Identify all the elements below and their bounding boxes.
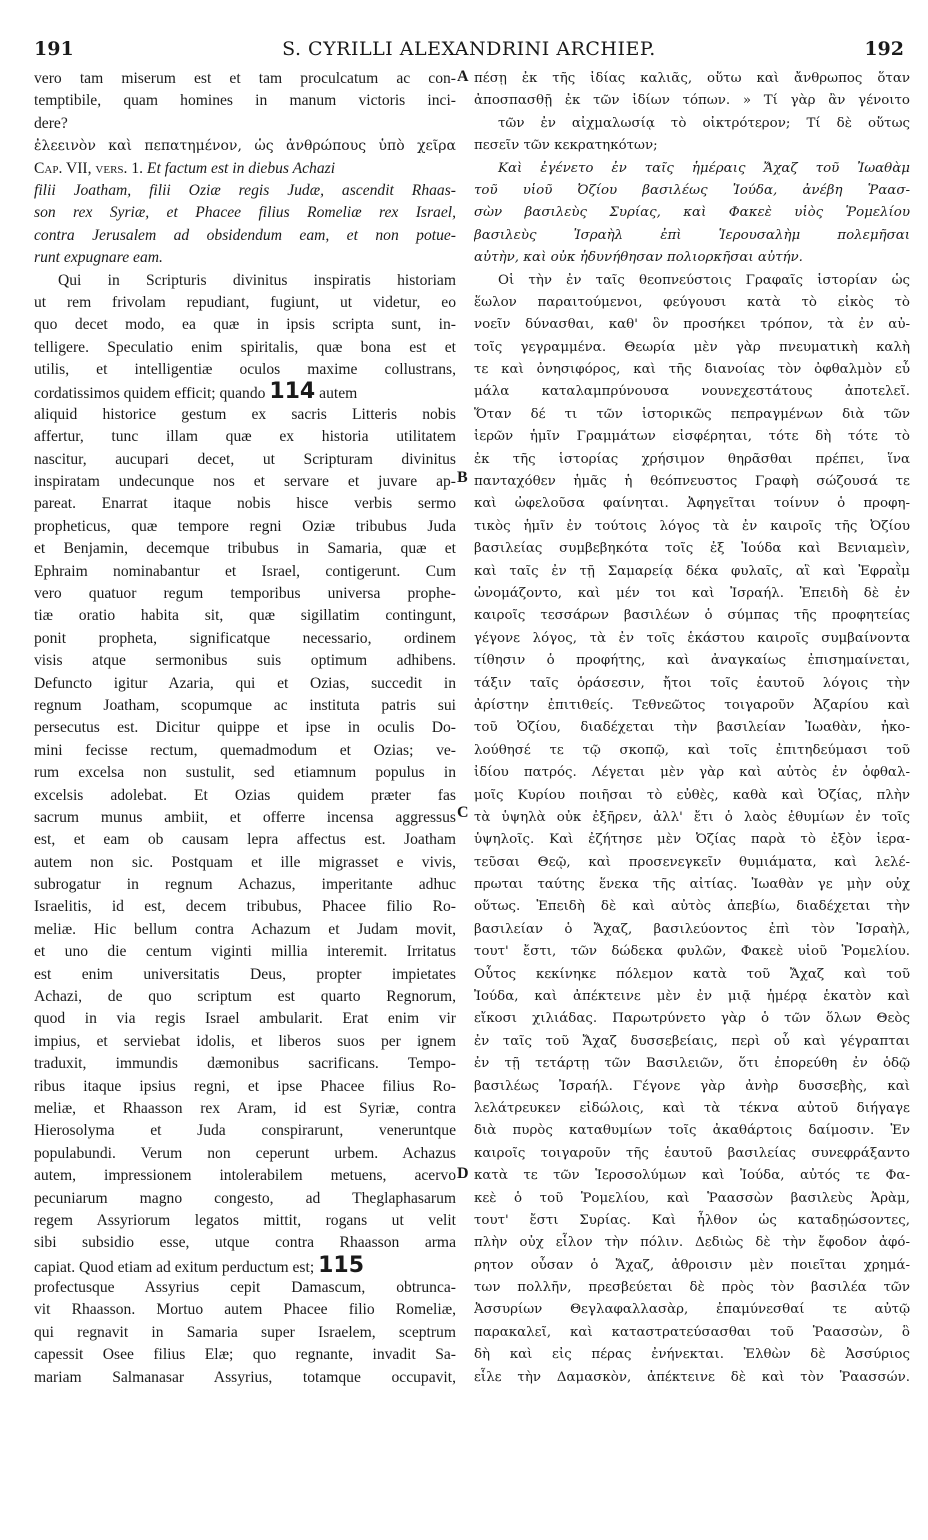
text-line: πλὴν οὐχ εἷλον τὴν πόλιν. Δεδιὼς δὲ τὴν ἔφοδον ἀφό- [474,1235,910,1251]
text-line: Qui in Scripturis divinitus inspiratis historiam [58,271,456,289]
text-line: regem Assyriorum legatos mittit, rogans ut velit [34,1211,456,1229]
latin-column [34,68,456,1389]
text-line: διὰ πυρὸς καταθυμίων τοῖς ἀκαθάρτοις δαίμοσιν. Ἐν [474,1123,910,1139]
page-number-left: 191 [34,38,74,60]
text-line: inspiratam undecunque nos et servare et juvare ap- [34,473,456,491]
text-line: temptibile, quam homines in manum victoris inci- [34,92,456,110]
verse-heading [34,158,456,180]
text-line: καὶ ὠφελοῦσα φαίνηται. Ἀφηγεῖται τοίνυν ὁ προφη- [474,496,910,512]
text-line: εἷλε τὴν Δαμασκὸν, ἀπέκτεινε δὲ καὶ τὸν Ῥαασσών. [474,1369,910,1385]
text-line: καὶ ταῖς ἐν τῇ Σαμαρείᾳ δέκα φυλαῖς, αἳ καὶ Ἐφραῒμ [474,563,910,579]
text-line: aliquid historice gestum ex sacris Litteris nobis [34,405,456,423]
text-line: τουτ' ἔστι Συρίας. Καὶ ἦλθον ὡς καταδῃώσοντες, [474,1212,910,1228]
text-line: Israelitis, id est, decem tribubus, Phacee filio Ro- [34,898,456,916]
verse-text: αὐτὴν, καὶ οὐκ ἠδυνήθησαν πολιορκῆσαι αὐτήν. [474,250,803,266]
text-line: ἰδίου πατρός. Λέγεται μὲν γὰρ καὶ αὐτὸς ἐν ὀφθαλ- [474,765,910,781]
text-line: visis atque sermonibus suis optimum adhibens. [34,652,456,670]
verse-text: contra Jerusalem ad obsidendum eam, et non potue- [34,226,456,244]
text-line: populabundi. Verum non ceperunt urbem. Achazus [34,1144,456,1162]
text-line: tiæ oratio habita sit, quæ sigillatim contingunt, [34,607,456,625]
text-line: τὰ ὑψηλὰ οὐκ ἐξῆρεν, ἀλλ' ἔτι ὁ λαὸς ἐθυμίων ἐν τοῖς [474,809,910,825]
text-line [34,1252,456,1278]
text-line: sacrum munus ambiit, et offerre incensa aggressus [34,808,456,826]
text-line: μάλα καταλαμπρύνουσα νουνεχεστάτους ἀποτελεῖ. [474,384,910,400]
text-line: οὕτως. Ἐπειδὴ δὲ καὶ αὐτὸς ἀπεβίω, διαδέχεται τὴν [474,899,910,915]
text-line: Ἀσσυρίων Θεγλαφαλλασὰρ, ἐπαμύνεσθαί τε αὐτῷ [474,1302,910,1318]
text-line: subrogatur in regnum Achazus, imperitante adhuc [34,876,456,894]
marginal-page-number: 115 [318,1252,365,1278]
text-line: quod in via regis Israel ambularit. Erat enim vir [34,1010,456,1028]
text-line: λούθησέ τε τῷ σκοπῷ, καὶ τοῖς ἐπιτηδεύμασι τοῦ [474,742,910,758]
text-line: meliæ, et Rhaasson rex Aram, id est Syriæ, contra [34,1099,456,1117]
text-line: affertur, tunc illam quæ ex historia utilitatem [34,428,456,446]
text-line: sibi subsidio esse, utque contra Rhaasson arma [34,1234,456,1252]
running-title: S. CYRILLI ALEXANDRINI ARCHIEP. [282,38,656,60]
page-header [34,38,904,62]
text-line: et Benjamin, decemque tribubus in Samaria, quæ et [34,540,456,558]
verse-text: Καὶ ἐγένετο ἐν ταῖς ἡμέραις Ἄχαζ τοῦ Ἰωαθὰμ [498,160,910,176]
text-line: πρωται ταύτης ἕνεκα τῆς αἰτίας. Ἰωαθὰν γε μὴν οὐχ [474,877,910,893]
text-line: ἐκ τῆς ἱστορίας χρήσιμον θηρᾶσθαι πρέπει, ἵνα [474,451,910,467]
text-line [34,381,456,403]
text-line: παρακαλεῖ, καὶ καταστρατεύσασθαι τοῦ Ῥαασσὼν, ὃ [474,1324,910,1340]
text-line: Οὗτος κεκίνηκε πόλεμον κατὰ τοῦ Ἄχαζ καὶ τοῦ [474,966,910,982]
verse-text: Et factum est in diebus Achazi [143,159,336,177]
text-line: propheticus, quæ tempore regni Oziæ tribubus Juda [34,517,456,535]
verse-text: τοῦ υἱοῦ Ὀζίου βασιλέως Ἰούδα, ἀνέβη Ῥαασ- [474,182,910,198]
text-line: ἀρίστην ἐπιτιθείς. Τεθνεῶτος τοιγαροῦν Ἀζαρίου καὶ [474,697,910,713]
text-line: τάξιν ταῖς ὁράσεσιν, ἤτοι τοῖς ἑαυτοῦ λόγοις τὴν [474,675,910,691]
text-line: τῶν ἐν αἰχμαλωσίᾳ τὸ οἰκτρότερον; Τί δὲ οὕτως [498,115,910,131]
text-line: meliæ. Hic bellum contra Achazum et Judam movit, [34,920,456,938]
text-line: τε καὶ ὀνησιφόρος, καὶ τῆς διανοίας τὸν ὀφθαλμὸν εὖ [474,362,910,378]
text-line: εἴκοσι χιλιάδας. Παρωτρύνετο γὰρ ὁ τῶν ὅλων Θεὸς [474,1011,910,1027]
text-line: ἀποσπασθῇ ἐκ τῶν ἰδίων τόπων. » Τί γὰρ ἂν γένοιτο [474,93,910,109]
text-line: rum excelsa non sustulit, sed etiamnum populus in [34,764,456,782]
text-line: γέγονε λόγος, τὰ ἐν τοῖς ἑκάστου καιροῖς συμβαίνοντα [474,630,910,646]
text-line: autem, impressionem intolerabilem metuens, acervo [34,1167,456,1185]
text-line: πανταχόθεν ἡμᾶς ἡ θεόπνευστος Γραφὴ σώζουσά τε [474,474,910,490]
text-line: regnum Joatham, scopumque ac instituta patris sui [34,696,456,714]
text-line: Ephraim nominabantur et Israel, contigerunt. Cum [34,562,456,580]
text-fragment: autem [315,385,358,403]
text-line: est enim universitatis Deus, propter impietates [34,965,456,983]
text-line: profectusque Assyrius cepit Damascum, obtrunca- [34,1279,456,1297]
text-line: et uno die centum viginti millia interemit. Irritatus [34,943,456,961]
text-line: ὠνομάζοντο, καὶ μέν τοι καὶ Ἰσραήλ. Ἐπειδὴ δὲ ἐν [474,585,910,601]
text-line: κατὰ τε τῶν Ἱεροσολύμων καὶ Ἰούδα, αὐτός τε Φα- [474,1168,910,1184]
text-line: πέσῃ ἐκ τῆς ἰδίας καλιᾶς, οὕτω καὶ ἄνθρωπος ὅταν [474,71,910,86]
text-line: ἕωλον παραιτούμενοι, φεύγουσι κατὰ τὸ εἰκὸς τὸ [474,294,910,310]
text-fragment: capiat. Quod etiam ad exitum perductum est; [34,1258,319,1276]
text-line: νοεῖν δύνασθαι, καθ' ὃν προσήκει τρόπον, τὰ ἐν αὐ- [474,317,910,333]
text-line: ponit propheta, significatque necessario, ordinem [34,629,456,647]
text-line: Ἰούδα, καὶ ἀπέκτεινε μὲν ἐν μιᾷ ἡμέρᾳ ἑκατὸν καὶ [474,989,910,1005]
text-line: βασιλείας συμβεβηκότα τοῖς ἐξ Ἰούδα καὶ Βενιαμεὶν, [474,541,910,557]
text-line: telligere. Speculatio enim spiritalis, quæ bona est et [34,338,456,356]
text-line: excelsis adolebat. Et Ozias quidem præter fas [34,786,456,804]
text-line: ribus itaque ipsius regni, et ipse Phacee filius Ro- [34,1077,456,1095]
text-line: mini fecisse rectum, quemadmodum et Ozias; ve- [34,741,456,759]
text-line: τουτ' ἔστι, τῶν δώδεκα φυλῶν, Φακεὲ υἱοῦ Ῥομελίου. [474,944,910,960]
text-line: vit Rhaasson. Mortuo autem Phacee filio Romeliæ, [34,1301,456,1319]
text-line: τίθησιν ὁ προφήτης, καὶ ἀναγκαίως ἐπισημαίνεται, [474,653,910,669]
text-line: capessit Osee filius Elæ; quo regnante, invadit Sa- [34,1346,456,1364]
text-line: ὑψηλοῖς. Καὶ ἐζήτησε μὲν Ὀζίας παρὰ τὸ ἐξὸν ἱερα- [474,832,910,848]
text-line: τοῖς γεγραμμένα. Θεωρία μὲν γὰρ πνευματικὴ καλὴ [474,339,910,355]
text-line: βασιλείαν ὁ Ἄχαζ, βασιλεύοντος ἐπὶ τὸν Ἰσραὴλ, [474,921,910,937]
text-line: ἐν τῇ τετάρτῃ τῶν Βασιλειῶν, ὅτι ἐπορεύθη ἐν ὁδῷ [474,1056,910,1072]
text-line: κεὲ ὁ τοῦ Ῥομελίου, καὶ Ῥαασσὼν βασιλεὺς Ἀρὰμ, [474,1190,910,1206]
text-line: Hierosolyma et Juda conspirarunt, veneruntque [34,1122,456,1140]
verse-text: runt expugnare eam. [34,249,163,267]
section-marker-c: C [457,804,469,821]
text-line: Defuncto igitur Azaria, qui et Ozias, succedit in [34,674,456,692]
text-line: ἐν ταῖς τοῦ Ἄχαζ δυσσεβείαις, περὶ οὗ καὶ γέγραπται [474,1033,910,1049]
text-line: καιροῖς τεσσάρων βασιλέων ὁ σύμπας τῆς προφητείας [474,608,910,624]
text-line: Achazi, de quo scriptum est quarto Regnorum, [34,988,456,1006]
chapter-verse-ref: Cap. VII, vers. 1. [34,159,144,177]
text-line: nascitur, aucupari decet, ut Scripturam divinitus [34,450,456,468]
text-line: ρητον οὖσαν ὁ Ἄχαζ, ἀθροισιν μὲν ποιεῖται χρημά- [474,1257,910,1273]
verse-text: filii Joatham, filii Oziæ regis Judæ, ascendit Rhaas- [34,181,456,199]
text-line: quo decet modo, ea quæ in ipsis scripta sunt, in- [34,316,456,334]
text-line: est, et eam ob causam lepra affectus est. Joatham [34,831,456,849]
text-line: μοῖς Κυρίου ποιῆσαι τὸ εὐθὲς, καθὰ καὶ Ὀζίας, πλὴν [474,787,910,803]
text-line: τεῦσαι Θεῷ, καὶ προσενεγκεῖν θυμιάματα, καὶ λελέ- [474,854,910,870]
section-marker-b: B [457,469,468,486]
text-line: πεσεῖν τῶν κεκρατηκότων; [474,138,658,154]
text-line: Οἱ τὴν ἐν ταῖς θεοπνεύστοις Γραφαῖς ἱστορίαν ὡς [498,272,910,288]
text-line: pecuniarum magno congesto, ad Theglaphasarum [34,1189,456,1207]
text-line: pareat. Enarrat itaque nobis hisce verbis sermo [34,495,456,513]
text-line: persecutus est. Dicitur quippe et ipse in oculis Do- [34,719,456,737]
text-line: τοῦ Ὀζίου, διαδέχεται τὴν βασιλείαν Ἰωαθὰν, ἠκο- [474,720,910,736]
text-line: qui regnavit in Samaria super Israelem, sceptrum [34,1323,456,1341]
text-fragment: cordatissimos quidem efficit; quando [34,385,270,403]
text-line: τικὸς ἡμῖν ἐν τούτοις λόγος τὰ ἐν καιροῖς τῆς Ὀζίου [474,518,910,534]
text-line: utilis, et intelligentiæ oculos maxime collustrans, [34,361,456,379]
text-line: impius, et serviebat idolis, et liberos suos per ignem [34,1032,456,1050]
text-line: δὴ καὶ εἰς πέρας ἐνήνεκται. Ἐλθὼν δὲ Ἀσσύριος [474,1347,910,1363]
greek-continuation-line: ἐλεεινὸν καὶ πεπατημένον, ὡς ἀνθρώπους ὑπὸ χεῖρα [34,138,456,155]
section-marker-d: D [457,1165,469,1182]
page-number-right: 192 [864,38,904,60]
verse-text: βασιλεὺς Ἰσραὴλ ἐπὶ Ἱερουσαλὴμ πολεμῆσαι [474,227,910,243]
text-line: dere? [34,114,68,132]
section-marker-a: A [457,68,469,85]
text-line: καιροῖς τοιγαροῦν τῆς ἑαυτοῦ βασιλείας συνεφράξαντο [474,1145,910,1161]
verse-text: son rex Syriæ, et Phacee filius Romeliæ rex Israel, [34,204,456,222]
text-line: autem non sic. Postquam et ille migrasset e vivis, [34,853,456,871]
text-line: vero tam miserum est et tam proculcatum ac con- [34,70,456,87]
text-line: vero quatuor regum temporibus universa prophe- [34,584,456,602]
text-line: Ὅταν δέ τι τῶν ἱστορικῶς πεπραγμένων διὰ τῶν [474,406,910,422]
greek-column [474,68,910,1389]
text-line: βασιλέως Ἰσραήλ. Γέγονε γὰρ ἀνὴρ δυσσεβὴς, καὶ [474,1078,910,1094]
verse-text: σὼν βασιλεὺς Συρίας, καὶ Φακεὲ υἱὸς Ῥομελίου [474,205,910,221]
text-line: λελάτρευκεν εἰδώλοις, καὶ τὰ τέκνα αὐτοῦ διήγαγε [474,1100,910,1116]
text-line: ut rem frivolam repudiant, fugiunt, ut videtur, eo [34,293,456,311]
text-line: mariam Salmanasar Assyrius, totamque occupavit, [34,1368,456,1386]
text-line: των πολλῆν, πρεσβεύεται δὲ πρὸς τὸν βασιλέα τῶν [474,1280,910,1296]
text-line: ἱερῶν ἡμῖν Γραμμάτων εἰσφέρηται, τότε δὴ τότε τὸ [474,429,910,445]
marginal-page-number: 114 [269,379,316,405]
text-line: traduxit, immundis dæmonibus sacrificans. Tempo- [34,1055,456,1073]
